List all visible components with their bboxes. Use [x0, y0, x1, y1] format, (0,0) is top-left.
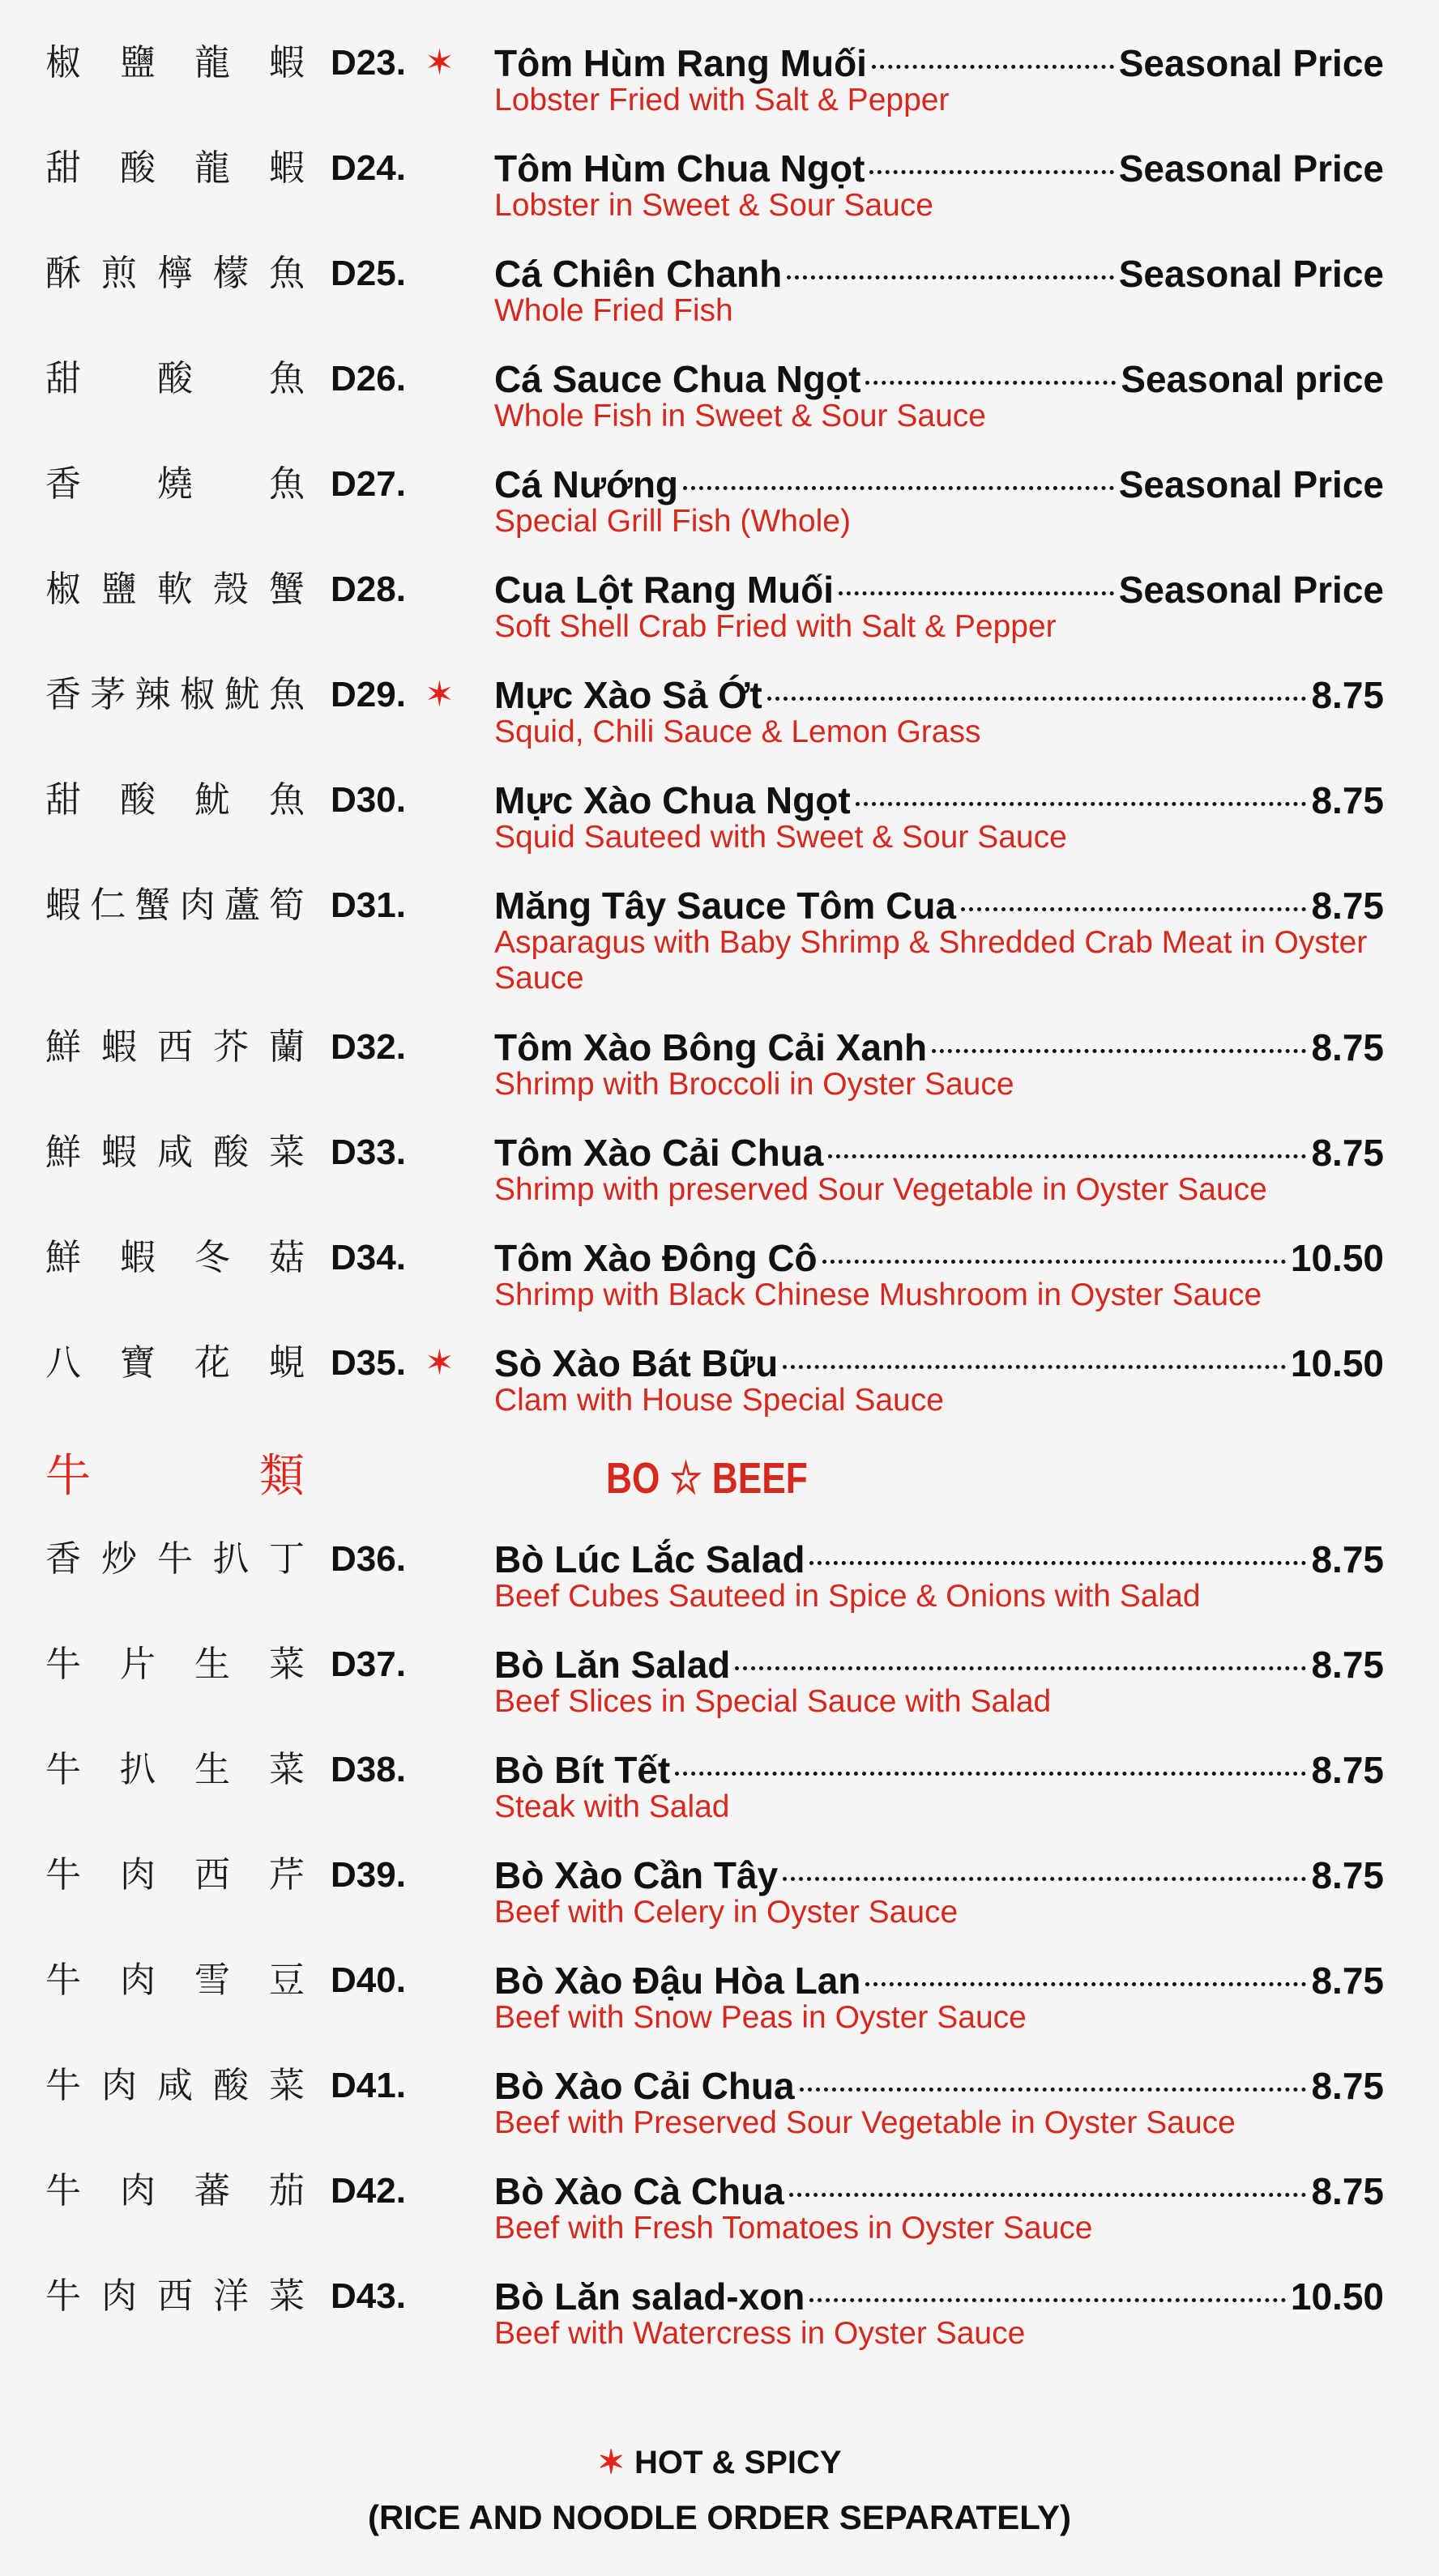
chinese-char: 酸	[157, 358, 193, 399]
dish-chinese-name	[45, 778, 305, 823]
dish-vietnamese-name: Bò Bít Tết	[494, 1749, 671, 1791]
section-title-chinese-char: 牛	[45, 1450, 91, 1503]
dish-english-description: Beef with Preserved Sour Vegetable in Oyster Sauce	[494, 2105, 1236, 2140]
chinese-char: 丁	[269, 1538, 305, 1580]
dish-price: 8.75	[1311, 1644, 1384, 1686]
dot-leader	[869, 170, 1113, 174]
chinese-char: 鮮	[45, 1132, 81, 1173]
chinese-char: 肉	[120, 2170, 156, 2211]
dot-leader	[675, 1772, 1306, 1776]
dot-leader	[735, 1666, 1306, 1670]
dish-price: Seasonal Price	[1118, 253, 1384, 295]
dish-price: 8.75	[1311, 1132, 1384, 1174]
dish-line	[494, 1537, 1384, 1582]
chinese-char: 片	[120, 1644, 156, 1685]
chinese-char: 蝦	[45, 885, 81, 926]
dish-line	[494, 251, 1384, 296]
dish-chinese-name	[45, 1130, 305, 1175]
chinese-char: 蝦	[101, 1026, 137, 1068]
dish-price: Seasonal Price	[1118, 569, 1384, 611]
red-star-icon: ✶	[425, 674, 455, 715]
chinese-char: 殼	[213, 569, 249, 610]
chinese-char: 牛	[45, 1644, 81, 1685]
chinese-char: 菜	[269, 2065, 305, 2106]
chinese-char: 蟹	[135, 885, 171, 926]
dot-leader	[809, 2298, 1285, 2302]
chinese-char: 炒	[101, 1538, 137, 1580]
chinese-char: 芥	[213, 1026, 249, 1068]
chinese-char: 菜	[269, 1132, 305, 1173]
chinese-char: 西	[157, 1026, 193, 1068]
dish-price: 8.75	[1311, 1960, 1384, 2002]
dish-chinese-name	[45, 1235, 305, 1281]
chinese-char: 蜆	[269, 1342, 305, 1384]
chinese-char: 蝦	[101, 1132, 137, 1173]
dish-english-description: Steak with Salad	[494, 1789, 730, 1824]
dish-code: D29.	[331, 675, 406, 714]
chinese-char: 茅	[90, 674, 126, 715]
dish-vietnamese-name: Bò Xào Cần Tây	[494, 1854, 779, 1896]
dish-line	[494, 2274, 1384, 2319]
dish-code: D32.	[331, 1027, 406, 1067]
dish-price: Seasonal price	[1121, 358, 1384, 400]
dish-chinese-name	[45, 251, 305, 296]
chinese-char: 牛	[45, 2065, 81, 2106]
chinese-char: 豆	[269, 1960, 305, 2001]
dish-chinese-name	[45, 2169, 305, 2214]
chinese-char: 蕃	[194, 2170, 230, 2211]
dish-price: 8.75	[1311, 779, 1384, 821]
chinese-char: 仁	[90, 885, 126, 926]
dish-vietnamese-name: Tôm Hùm Chua Ngọt	[494, 147, 865, 190]
chinese-char: 菜	[269, 1749, 305, 1790]
chinese-char: 生	[194, 1749, 230, 1790]
section-title-chinese-char: 類	[259, 1450, 305, 1503]
dish-vietnamese-name: Tôm Xào Đông Cô	[494, 1237, 818, 1279]
dish-line	[494, 672, 1384, 718]
chinese-char: 生	[194, 1644, 230, 1685]
dish-english-description: Lobster in Sweet & Sour Sauce	[494, 188, 933, 223]
dish-price: 10.50	[1290, 1342, 1384, 1384]
dish-code: D30.	[331, 780, 406, 820]
dish-line	[494, 2169, 1384, 2214]
chinese-char: 檬	[213, 253, 249, 294]
chinese-char: 扒	[213, 1538, 249, 1580]
chinese-char: 咸	[157, 2065, 193, 2106]
chinese-char: 菜	[269, 2275, 305, 2317]
dish-code: D27.	[331, 464, 406, 504]
dot-leader	[800, 2088, 1307, 2092]
chinese-char: 蝦	[269, 42, 305, 83]
dish-english-description: Special Grill Fish (Whole)	[494, 504, 851, 539]
dish-vietnamese-name: Bò Xào Cải Chua	[494, 2065, 795, 2107]
chinese-char: 椒	[45, 42, 81, 83]
dot-leader	[783, 1365, 1286, 1369]
dish-english-description: Beef with Fresh Tomatoes in Oyster Sauce	[494, 2211, 1093, 2245]
dish-english-description: Asparagus with Baby Shrimp & Shredded Crab Meat in Oyster Sauce	[494, 925, 1368, 996]
dish-chinese-name	[45, 41, 305, 86]
chinese-char: 筍	[268, 885, 305, 926]
dish-line	[494, 1025, 1384, 1070]
dish-price: 8.75	[1311, 674, 1384, 716]
chinese-char: 牛	[45, 1749, 81, 1790]
chinese-char: 椒	[45, 569, 81, 610]
dish-vietnamese-name: Măng Tây Sauce Tôm Cua	[494, 885, 957, 927]
chinese-char: 蘆	[224, 885, 260, 926]
dish-code: D36.	[331, 1539, 406, 1579]
dish-vietnamese-name: Cá Nướng	[494, 463, 679, 505]
chinese-char: 蘭	[269, 1026, 305, 1068]
dish-code: D28.	[331, 569, 406, 609]
dish-code: D26.	[331, 359, 406, 399]
dish-english-description: Beef with Celery in Oyster Sauce	[494, 1895, 959, 1930]
dish-chinese-name	[45, 356, 305, 402]
red-star-icon: ✶	[425, 1342, 455, 1384]
dish-code: D39.	[331, 1855, 406, 1895]
dish-chinese-name	[45, 146, 305, 191]
chinese-char: 牛	[157, 1538, 193, 1580]
dish-english-description: Shrimp with Black Chinese Mushroom in Oyster Sauce	[494, 1277, 1262, 1312]
dot-leader	[865, 381, 1116, 385]
chinese-char: 燒	[157, 463, 193, 505]
dish-english-description: Squid Sauteed with Sweet & Sour Sauce	[494, 820, 1067, 855]
dish-code: D42.	[331, 2171, 406, 2211]
dish-code: D40.	[331, 1960, 406, 2000]
dish-vietnamese-name: Tôm Hùm Rang Muối	[494, 42, 867, 84]
dish-english-description: Shrimp with preserved Sour Vegetable in Oyster Sauce	[494, 1172, 1267, 1207]
chinese-char: 牛	[45, 2170, 81, 2211]
dot-leader	[822, 1260, 1286, 1264]
dish-chinese-name	[45, 2274, 305, 2319]
dish-line	[494, 146, 1384, 191]
dish-vietnamese-name: Mực Xào Chua Ngọt	[494, 779, 851, 821]
dish-price: 8.75	[1311, 1026, 1384, 1068]
chinese-char: 蝦	[269, 147, 305, 189]
chinese-char: 八	[45, 1342, 81, 1384]
chinese-char: 鹽	[120, 42, 156, 83]
dish-price: 8.75	[1311, 2170, 1384, 2212]
dish-price: 8.75	[1311, 1538, 1384, 1580]
chinese-char: 龍	[194, 147, 230, 189]
chinese-char: 洋	[213, 2275, 249, 2317]
chinese-char: 肉	[179, 885, 216, 926]
dish-chinese-name	[45, 1025, 305, 1070]
dish-english-description: Beef Slices in Special Sauce with Salad	[494, 1684, 1052, 1719]
chinese-char: 雪	[194, 1960, 230, 2001]
dot-leader	[865, 1982, 1306, 1986]
dish-line	[494, 1958, 1384, 2003]
dot-leader	[932, 1049, 1306, 1053]
chinese-char: 肉	[120, 1960, 156, 2001]
chinese-char: 魚	[269, 253, 305, 294]
chinese-char: 鮮	[45, 1237, 81, 1278]
dish-line	[494, 356, 1384, 402]
dish-code: D24.	[331, 148, 406, 188]
dish-vietnamese-name: Bò Xào Đậu Hòa Lan	[494, 1960, 861, 2002]
dish-code: D25.	[331, 254, 406, 293]
section-title-chinese	[45, 1448, 305, 1505]
dish-code: D31.	[331, 885, 406, 925]
dish-code: D43.	[331, 2276, 406, 2316]
dot-leader	[872, 65, 1114, 69]
dish-vietnamese-name: Tôm Xào Cải Chua	[494, 1132, 824, 1174]
chinese-char: 菇	[269, 1237, 305, 1278]
dish-price: Seasonal Price	[1118, 147, 1384, 190]
dish-vietnamese-name: Bò Lăn salad-xon	[494, 2275, 805, 2318]
dish-code: D35.	[331, 1343, 406, 1383]
dot-leader	[787, 275, 1113, 279]
dish-chinese-name	[45, 1958, 305, 2003]
chinese-char: 花	[194, 1342, 230, 1384]
chinese-char: 西	[194, 1854, 230, 1896]
chinese-char: 甜	[45, 358, 81, 399]
dish-price: 8.75	[1311, 1854, 1384, 1896]
dish-english-description: Beef with Watercress in Oyster Sauce	[494, 2316, 1026, 2351]
dish-chinese-name	[45, 1341, 305, 1386]
chinese-char: 酥	[45, 253, 81, 294]
dish-line	[494, 41, 1384, 86]
chinese-char: 魚	[269, 779, 305, 821]
chinese-char: 牛	[45, 2275, 81, 2317]
dish-vietnamese-name: Bò Lăn Salad	[494, 1644, 731, 1686]
dish-line	[494, 1853, 1384, 1898]
dish-english-description: Squid, Chili Sauce & Lemon Grass	[494, 714, 981, 749]
dish-line	[494, 1130, 1384, 1175]
dish-vietnamese-name: Cá Sauce Chua Ngọt	[494, 358, 861, 400]
red-star-icon: ✶	[597, 2445, 625, 2480]
chinese-char: 檸	[157, 253, 193, 294]
dish-line	[494, 2063, 1384, 2109]
dish-price: Seasonal Price	[1118, 463, 1384, 505]
dish-vietnamese-name: Sò Xào Bát Bữu	[494, 1342, 779, 1384]
chinese-char: 鮮	[45, 1026, 81, 1068]
dish-line	[494, 1642, 1384, 1687]
dish-english-description: Whole Fried Fish	[494, 293, 733, 328]
chinese-char: 肉	[120, 1854, 156, 1896]
dish-english-description: Beef Cubes Sauteed in Spice & Onions with Salad	[494, 1579, 1201, 1614]
dish-chinese-name	[45, 2063, 305, 2109]
dish-line	[494, 778, 1384, 823]
dish-code: D41.	[331, 2066, 406, 2105]
chinese-char: 甜	[45, 779, 81, 821]
hot-spicy-label: HOT & SPICY	[634, 2445, 842, 2480]
dish-vietnamese-name: Bò Lúc Lắc Salad	[494, 1538, 805, 1580]
chinese-char: 魷	[224, 674, 260, 715]
chinese-char: 魷	[194, 779, 230, 821]
dish-english-description: Soft Shell Crab Fried with Salt & Pepper	[494, 609, 1057, 644]
dish-chinese-name	[45, 1642, 305, 1687]
dish-line	[494, 567, 1384, 612]
dish-vietnamese-name: Cá Chiên Chanh	[494, 253, 783, 295]
chinese-char: 肉	[101, 2065, 137, 2106]
dish-english-description: Lobster Fried with Salt & Pepper	[494, 83, 950, 117]
chinese-char: 芹	[269, 1854, 305, 1896]
chinese-char: 魚	[269, 358, 305, 399]
chinese-char: 香	[45, 674, 81, 715]
dish-code: D34.	[331, 1238, 406, 1277]
dish-chinese-name	[45, 672, 305, 718]
chinese-char: 蟹	[269, 569, 305, 610]
dot-leader	[767, 697, 1307, 701]
dish-line	[494, 462, 1384, 507]
chinese-char: 蝦	[120, 1237, 156, 1278]
dish-english-description: Whole Fish in Sweet & Sour Sauce	[494, 399, 986, 433]
dish-english-description: Beef with Snow Peas in Oyster Sauce	[494, 2000, 1027, 2035]
chinese-char: 辣	[135, 674, 171, 715]
chinese-char: 酸	[120, 779, 156, 821]
dish-line	[494, 883, 1384, 928]
hot-spicy-legend	[0, 2442, 1439, 2484]
dish-chinese-name	[45, 1747, 305, 1793]
chinese-char: 香	[45, 1538, 81, 1580]
dish-vietnamese-name: Tôm Xào Bông Cải Xanh	[494, 1026, 928, 1068]
order-note: (RICE AND NOODLE ORDER SEPARATELY)	[367, 2498, 1072, 2536]
dish-line	[494, 1235, 1384, 1281]
chinese-char: 龍	[194, 42, 230, 83]
chinese-char: 魚	[269, 463, 305, 505]
chinese-char: 冬	[194, 1237, 230, 1278]
dish-vietnamese-name: Cua Lột Rang Muối	[494, 569, 835, 611]
dish-line	[494, 1341, 1384, 1386]
dot-leader	[839, 591, 1114, 595]
dish-chinese-name	[45, 567, 305, 612]
dish-code: D23.	[331, 43, 406, 83]
dish-chinese-name	[45, 883, 305, 928]
dot-leader	[961, 907, 1306, 911]
chinese-char: 酸	[120, 147, 156, 189]
dish-price: 10.50	[1290, 2275, 1384, 2318]
dish-price: 8.75	[1311, 1749, 1384, 1791]
dish-price: Seasonal Price	[1118, 42, 1384, 84]
chinese-char: 酸	[213, 2065, 249, 2106]
dish-english-description: Shrimp with Broccoli in Oyster Sauce	[494, 1067, 1014, 1102]
chinese-char: 肉	[101, 2275, 137, 2317]
dish-price: 8.75	[1311, 885, 1384, 927]
chinese-char: 茄	[269, 2170, 305, 2211]
dish-chinese-name	[45, 462, 305, 507]
dot-leader	[828, 1154, 1306, 1158]
chinese-char: 咸	[157, 1132, 193, 1173]
dish-vietnamese-name: Bò Xào Cà Chua	[494, 2170, 784, 2212]
dish-price: 8.75	[1311, 2065, 1384, 2107]
dish-english-description: Clam with House Special Sauce	[494, 1383, 944, 1418]
chinese-char: 寶	[120, 1342, 156, 1384]
chinese-char: 香	[45, 463, 81, 505]
dish-code: D37.	[331, 1644, 406, 1684]
chinese-char: 牛	[45, 1960, 81, 2001]
dish-code: D33.	[331, 1132, 406, 1172]
dish-chinese-name	[45, 1853, 305, 1898]
dot-leader	[809, 1561, 1306, 1565]
dish-chinese-name	[45, 1537, 305, 1582]
red-star-icon: ✶	[425, 42, 455, 83]
dot-leader	[683, 486, 1114, 490]
chinese-char: 牛	[45, 1854, 81, 1896]
dot-leader	[783, 1877, 1306, 1881]
dot-leader	[789, 2193, 1307, 2197]
chinese-char: 鹽	[101, 569, 137, 610]
dish-code: D38.	[331, 1750, 406, 1789]
dish-price: 10.50	[1290, 1237, 1384, 1279]
chinese-char: 扒	[120, 1749, 156, 1790]
chinese-char: 煎	[101, 253, 137, 294]
chinese-char: 甜	[45, 147, 81, 189]
section-title-beef: BO ☆ BEEF	[606, 1454, 808, 1503]
chinese-char: 椒	[179, 674, 216, 715]
dish-vietnamese-name: Mực Xào Sả Ớt	[494, 674, 762, 716]
chinese-char: 西	[157, 2275, 193, 2317]
dot-leader	[856, 802, 1307, 806]
dish-line	[494, 1747, 1384, 1793]
chinese-char: 軟	[157, 569, 193, 610]
chinese-char: 魚	[268, 674, 305, 715]
chinese-char: 酸	[213, 1132, 249, 1173]
chinese-char: 菜	[269, 1644, 305, 1685]
